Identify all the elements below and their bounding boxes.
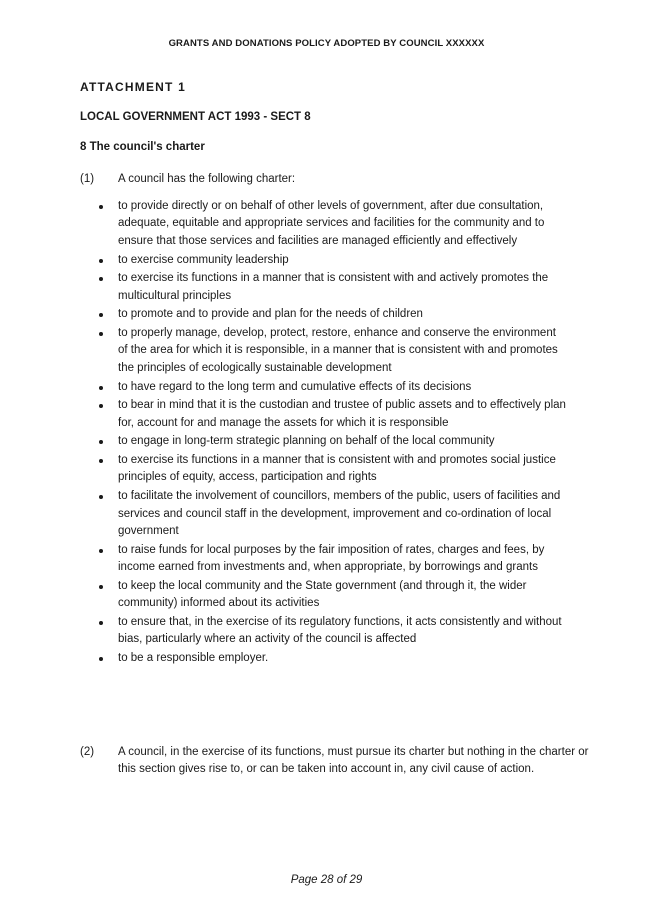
charter-list [98,198,568,669]
paragraph-number: (1) [80,173,95,185]
bullet-icon [99,386,103,390]
list-item-text: to keep the local community and the State government (and through it, the wider community) informed about its activities [118,579,527,610]
list-item-text: to properly manage, develop, protect, restore, enhance and conserve the environment of the area for which it is responsible, in a manner that is consistent with and promotes the principles of ecologically sustainable development [118,327,558,374]
list-item [98,578,568,613]
list-item [98,452,568,487]
paragraph-2 [80,744,600,778]
list-item-text: to engage in long-term strategic planning on behalf of the local community [118,435,495,448]
list-item-text: to facilitate the involvement of councillors, members of the public, users of facilities and services and council staff in the development, improvement and co-ordination of local government [118,490,561,537]
list-item [98,379,568,396]
list-item [98,397,568,432]
act-title: LOCAL GOVERNMENT ACT 1993 - SECT 8 [80,111,311,123]
list-item [98,488,568,540]
list-item-text: to promote and to provide and plan for the needs of children [118,308,423,321]
bullet-icon [99,549,103,553]
page-footer: Page 28 of 29 [290,874,363,886]
list-item-text: to be a responsible employer. [118,652,269,665]
paragraph-text: A council, in the exercise of its functions, must pursue its charter but nothing in the charter or this section gives rise to, or can be taken into account in, any civil cause of action. [118,746,589,775]
page-header: GRANTS AND DONATIONS POLICY ADOPTED BY COUNCIL XXXXXX [168,38,485,49]
list-item [98,306,568,323]
list-item [98,614,568,649]
list-item [98,198,568,250]
bullet-icon [99,205,103,209]
list-item [98,325,568,377]
section-title: 8 The council's charter [80,141,205,153]
list-item-text: to provide directly or on behalf of other levels of government, after due consultation, adequate, equitable and appropriate services and facilities for the community and to ensure that those services and facilities are managed efficiently and effectively [118,200,545,247]
bullet-icon [99,585,103,589]
bullet-icon [99,459,103,463]
bullet-icon [99,657,103,661]
attachment-title: ATTACHMENT 1 [80,80,186,94]
bullet-icon [99,277,103,281]
bullet-icon [99,440,103,444]
list-item [98,252,568,269]
list-item-text: to have regard to the long term and cumulative effects of its decisions [118,380,472,393]
list-item-text: to exercise its functions in a manner that is consistent with and actively promotes the multicultural principles [118,272,549,302]
paragraph-number: (2) [80,746,95,758]
list-item-text: to exercise community leadership [118,253,289,266]
list-item [98,542,568,577]
list-item-text: to bear in mind that it is the custodian and trustee of public assets and to effectively plan for, account for and manage the assets for which it is responsible [118,399,566,429]
bullet-icon [99,313,103,317]
list-item [98,433,568,450]
list-item [98,270,568,305]
bullet-icon [99,404,103,408]
bullet-icon [99,332,103,336]
bullet-icon [99,621,103,625]
list-item [98,650,568,667]
paragraph-1 [80,171,580,188]
bullet-icon [99,495,103,499]
list-item-text: to ensure that, in the exercise of its regulatory functions, it acts consistently and without bias, particularly where an activity of the council is affected [118,615,562,646]
paragraph-text: A council has the following charter: [118,173,296,185]
list-item-text: to exercise its functions in a manner that is consistent with and promotes social justice principles of equity, access, participation and rights [118,454,556,484]
bullet-icon [99,259,103,263]
list-item-text: to raise funds for local purposes by the fair imposition of rates, charges and fees, by income earned from investments and, when appropriate, by borrowings and grants [118,543,545,574]
